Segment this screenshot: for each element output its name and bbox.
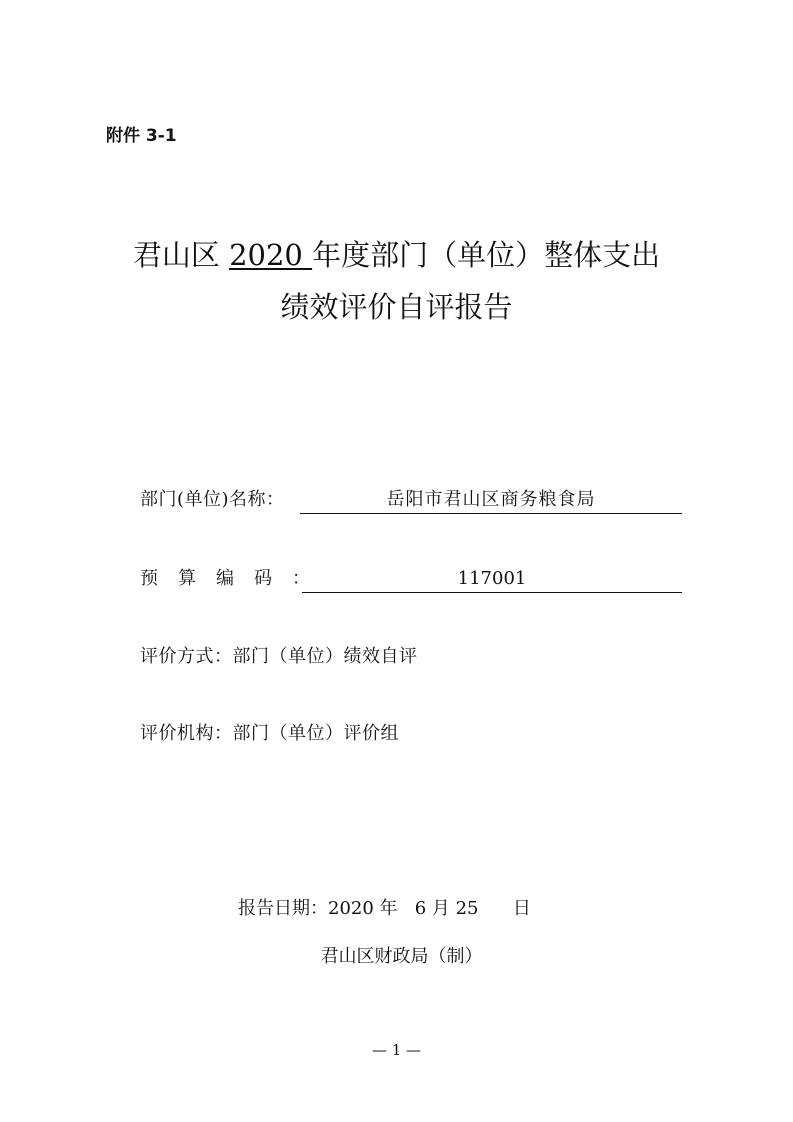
report-title-line-2: 绩效评价自评报告 bbox=[280, 290, 513, 324]
department-name-label: 部门(单位)名称： bbox=[140, 489, 285, 510]
budget-code-label: 预算编码： bbox=[140, 568, 330, 589]
title-suffix: 年度部门（单位）整体支出 bbox=[312, 238, 661, 272]
title-prefix: 君山区 bbox=[132, 238, 230, 272]
issuer: 君山区财政局（制） bbox=[320, 946, 483, 967]
report-date-year-unit: 年 bbox=[373, 898, 415, 919]
report-date-day-unit: 日 bbox=[478, 898, 531, 919]
report-date-year: 2020 bbox=[328, 898, 374, 919]
title-year: 2020 bbox=[229, 238, 313, 272]
budget-code-field bbox=[140, 566, 700, 596]
attachment-label: 附件 3-1 bbox=[106, 126, 177, 146]
department-name-value: 岳阳市君山区商务粮食局 bbox=[300, 487, 682, 514]
report-date-label: 报告日期： bbox=[238, 898, 328, 919]
report-date-month-unit: 月 bbox=[426, 898, 456, 919]
report-date bbox=[238, 896, 531, 922]
report-date-month: 6 bbox=[414, 898, 427, 919]
budget-code-value: 117001 bbox=[302, 566, 682, 593]
page-number: — 1 — bbox=[371, 1041, 422, 1059]
evaluation-method: 评价方式：部门（单位）绩效自评 bbox=[140, 646, 418, 667]
evaluation-organization: 评价机构：部门（单位）评价组 bbox=[140, 723, 399, 744]
report-title-line-1 bbox=[0, 235, 793, 275]
department-name-field bbox=[140, 487, 700, 517]
report-date-day: 25 bbox=[455, 898, 479, 919]
